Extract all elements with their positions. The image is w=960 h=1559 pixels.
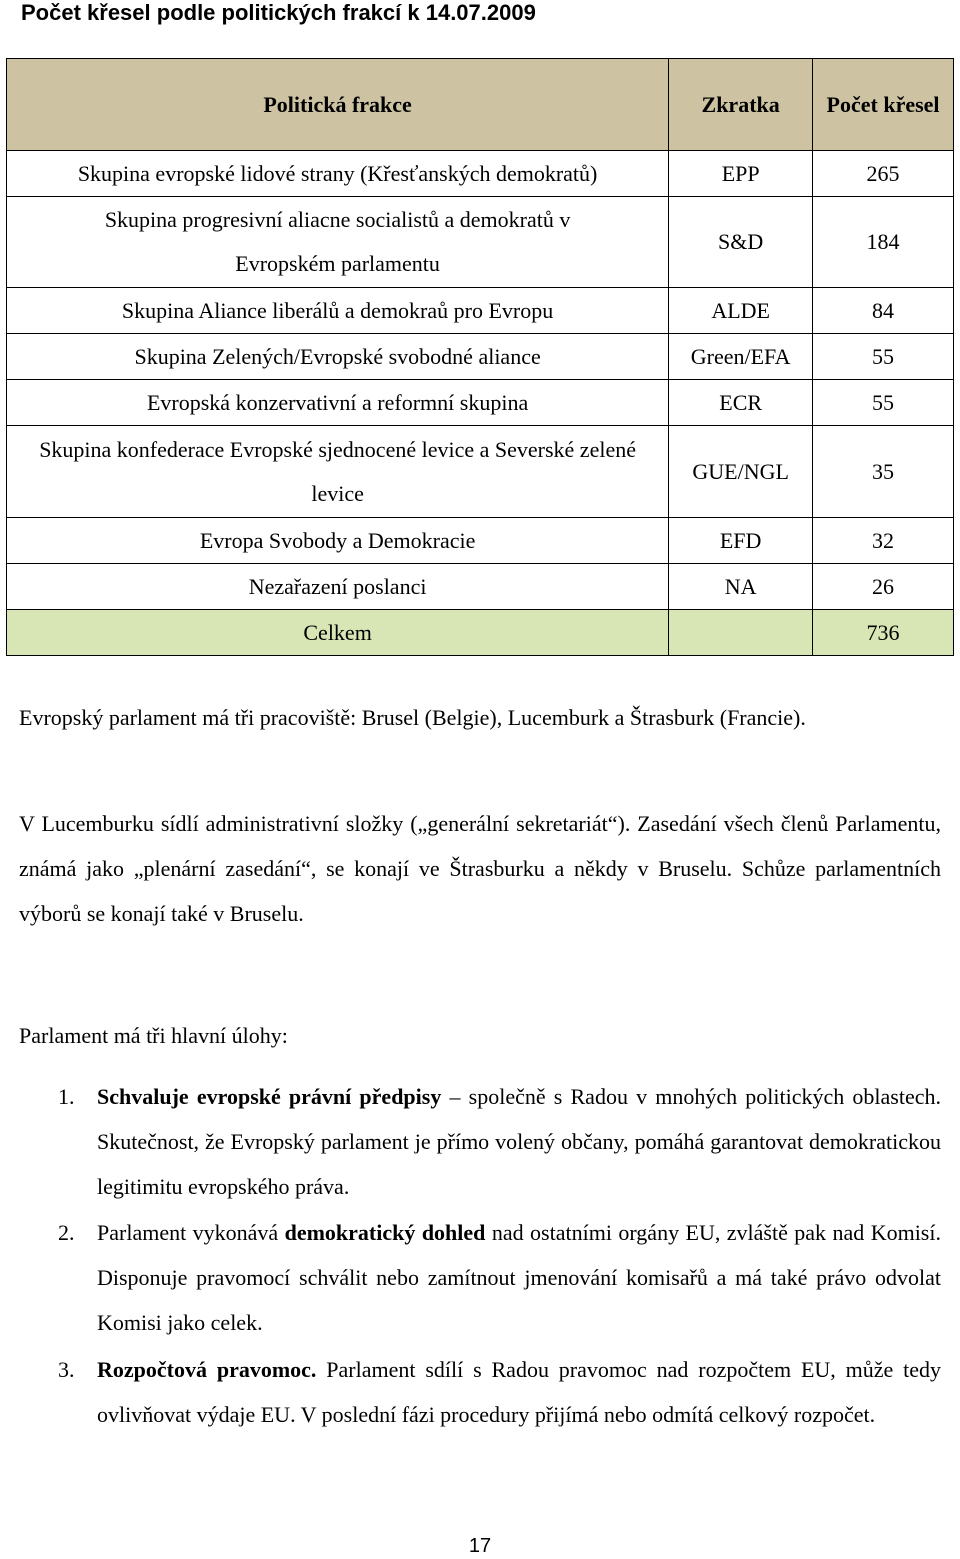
list-item [58, 1074, 941, 1209]
faction-abbr: Green/EFA [669, 334, 813, 380]
total-label: Celkem [7, 610, 669, 656]
total-seats: 736 [813, 610, 954, 656]
faction-name: Skupina Zelených/Evropské svobodné aliance [7, 334, 669, 380]
faction-name: Evropa Svobody a Demokracie [7, 518, 669, 564]
faction-seats: 55 [813, 380, 954, 426]
table-caption: Počet křesel podle politických frakcí k 14.07.2009 [21, 0, 536, 25]
faction-name: Nezařazení poslanci [7, 564, 669, 610]
table-row [7, 426, 954, 518]
list-bold: Rozpočtová pravomoc. [97, 1357, 317, 1382]
faction-abbr: EPP [669, 151, 813, 197]
header-seats: Počet křesel [813, 59, 954, 151]
list-number: 3. [58, 1357, 75, 1382]
faction-seats: 26 [813, 564, 954, 610]
table-row [7, 288, 954, 334]
list-number: 1. [58, 1084, 75, 1109]
faction-name: Evropská konzervativní a reformní skupina [7, 380, 669, 426]
faction-abbr: S&D [669, 197, 813, 288]
seats-table [6, 58, 954, 656]
list-text: Rozpočtová pravomoc. Parlament sdílí s Radou pravomoc nad rozpočtem EU, může tedy ovlivňovat výdaje EU. V poslední fázi procedury přijímá nebo odmítá celkový rozpočet. [97, 1357, 942, 1427]
list-text: Parlament vykonává demokratický dohled nad ostatními orgány EU, zvláště pak nad Komisí. Disponuje pravomocí schválit nebo zamítnout jmenování komisařů a má také právo odvolat Komisi jako celek. [97, 1220, 941, 1335]
roles-intro: Parlament má tři hlavní úlohy: [19, 1023, 288, 1048]
faction-abbr: GUE/NGL [669, 426, 813, 518]
list-number: 2. [58, 1220, 75, 1245]
list-text: Schvaluje evropské právní předpisy – společně s Radou v mnohých politických oblastech. Skutečnost, že Evropský parlament je přímo volený občany, pomáhá garantovat demokratickou legitimitu evropského práva. [97, 1084, 942, 1199]
faction-seats: 32 [813, 518, 954, 564]
faction-abbr: ECR [669, 380, 813, 426]
locations-paragraph: V Lucemburku sídlí administrativní složky („generální sekretariát“). Zasedání všech členů Parlamentu, známá jako „plenární zasedání“, se konají ve Štrasburku a někdy v Bruselu. Schůze parlamentních výborů se konají také v Bruselu. [19, 811, 941, 926]
faction-abbr: NA [669, 564, 813, 610]
table-row [7, 151, 954, 197]
list-item [58, 1210, 941, 1345]
list-bold: demokratický dohled [284, 1220, 486, 1245]
faction-abbr: EFD [669, 518, 813, 564]
workplaces-paragraph: Evropský parlament má tři pracoviště: Brusel (Belgie), Lucemburk a Štrasburk (Francie). [19, 705, 806, 730]
faction-seats: 35 [813, 426, 954, 518]
header-abbreviation: Zkratka [669, 59, 813, 151]
page-number: 17 [468, 1535, 492, 1557]
table-row [7, 564, 954, 610]
table-header-row [7, 59, 954, 151]
faction-seats: 55 [813, 334, 954, 380]
faction-seats: 184 [813, 197, 954, 288]
faction-abbr: ALDE [669, 288, 813, 334]
table-row [7, 197, 954, 288]
faction-name: Skupina evropské lidové strany (Křesťanských demokratů) [7, 151, 669, 197]
faction-name: Skupina Aliance liberálů a demokraů pro Evropu [7, 288, 669, 334]
table-total-row [7, 610, 954, 656]
total-abbr [669, 610, 813, 656]
faction-seats: 265 [813, 151, 954, 197]
faction-seats: 84 [813, 288, 954, 334]
table-row [7, 380, 954, 426]
table-row [7, 334, 954, 380]
list-bold: Schvaluje evropské právní předpisy [97, 1084, 442, 1109]
faction-name: Skupina konfederace Evropské sjednocené levice a Severské zelené levice [7, 426, 669, 518]
table-row [7, 518, 954, 564]
list-item [58, 1347, 941, 1437]
faction-name: Skupina progresivní aliacne socialistů a demokratů v Evropském parlamentu [7, 197, 669, 288]
header-faction: Politická frakce [7, 59, 669, 151]
